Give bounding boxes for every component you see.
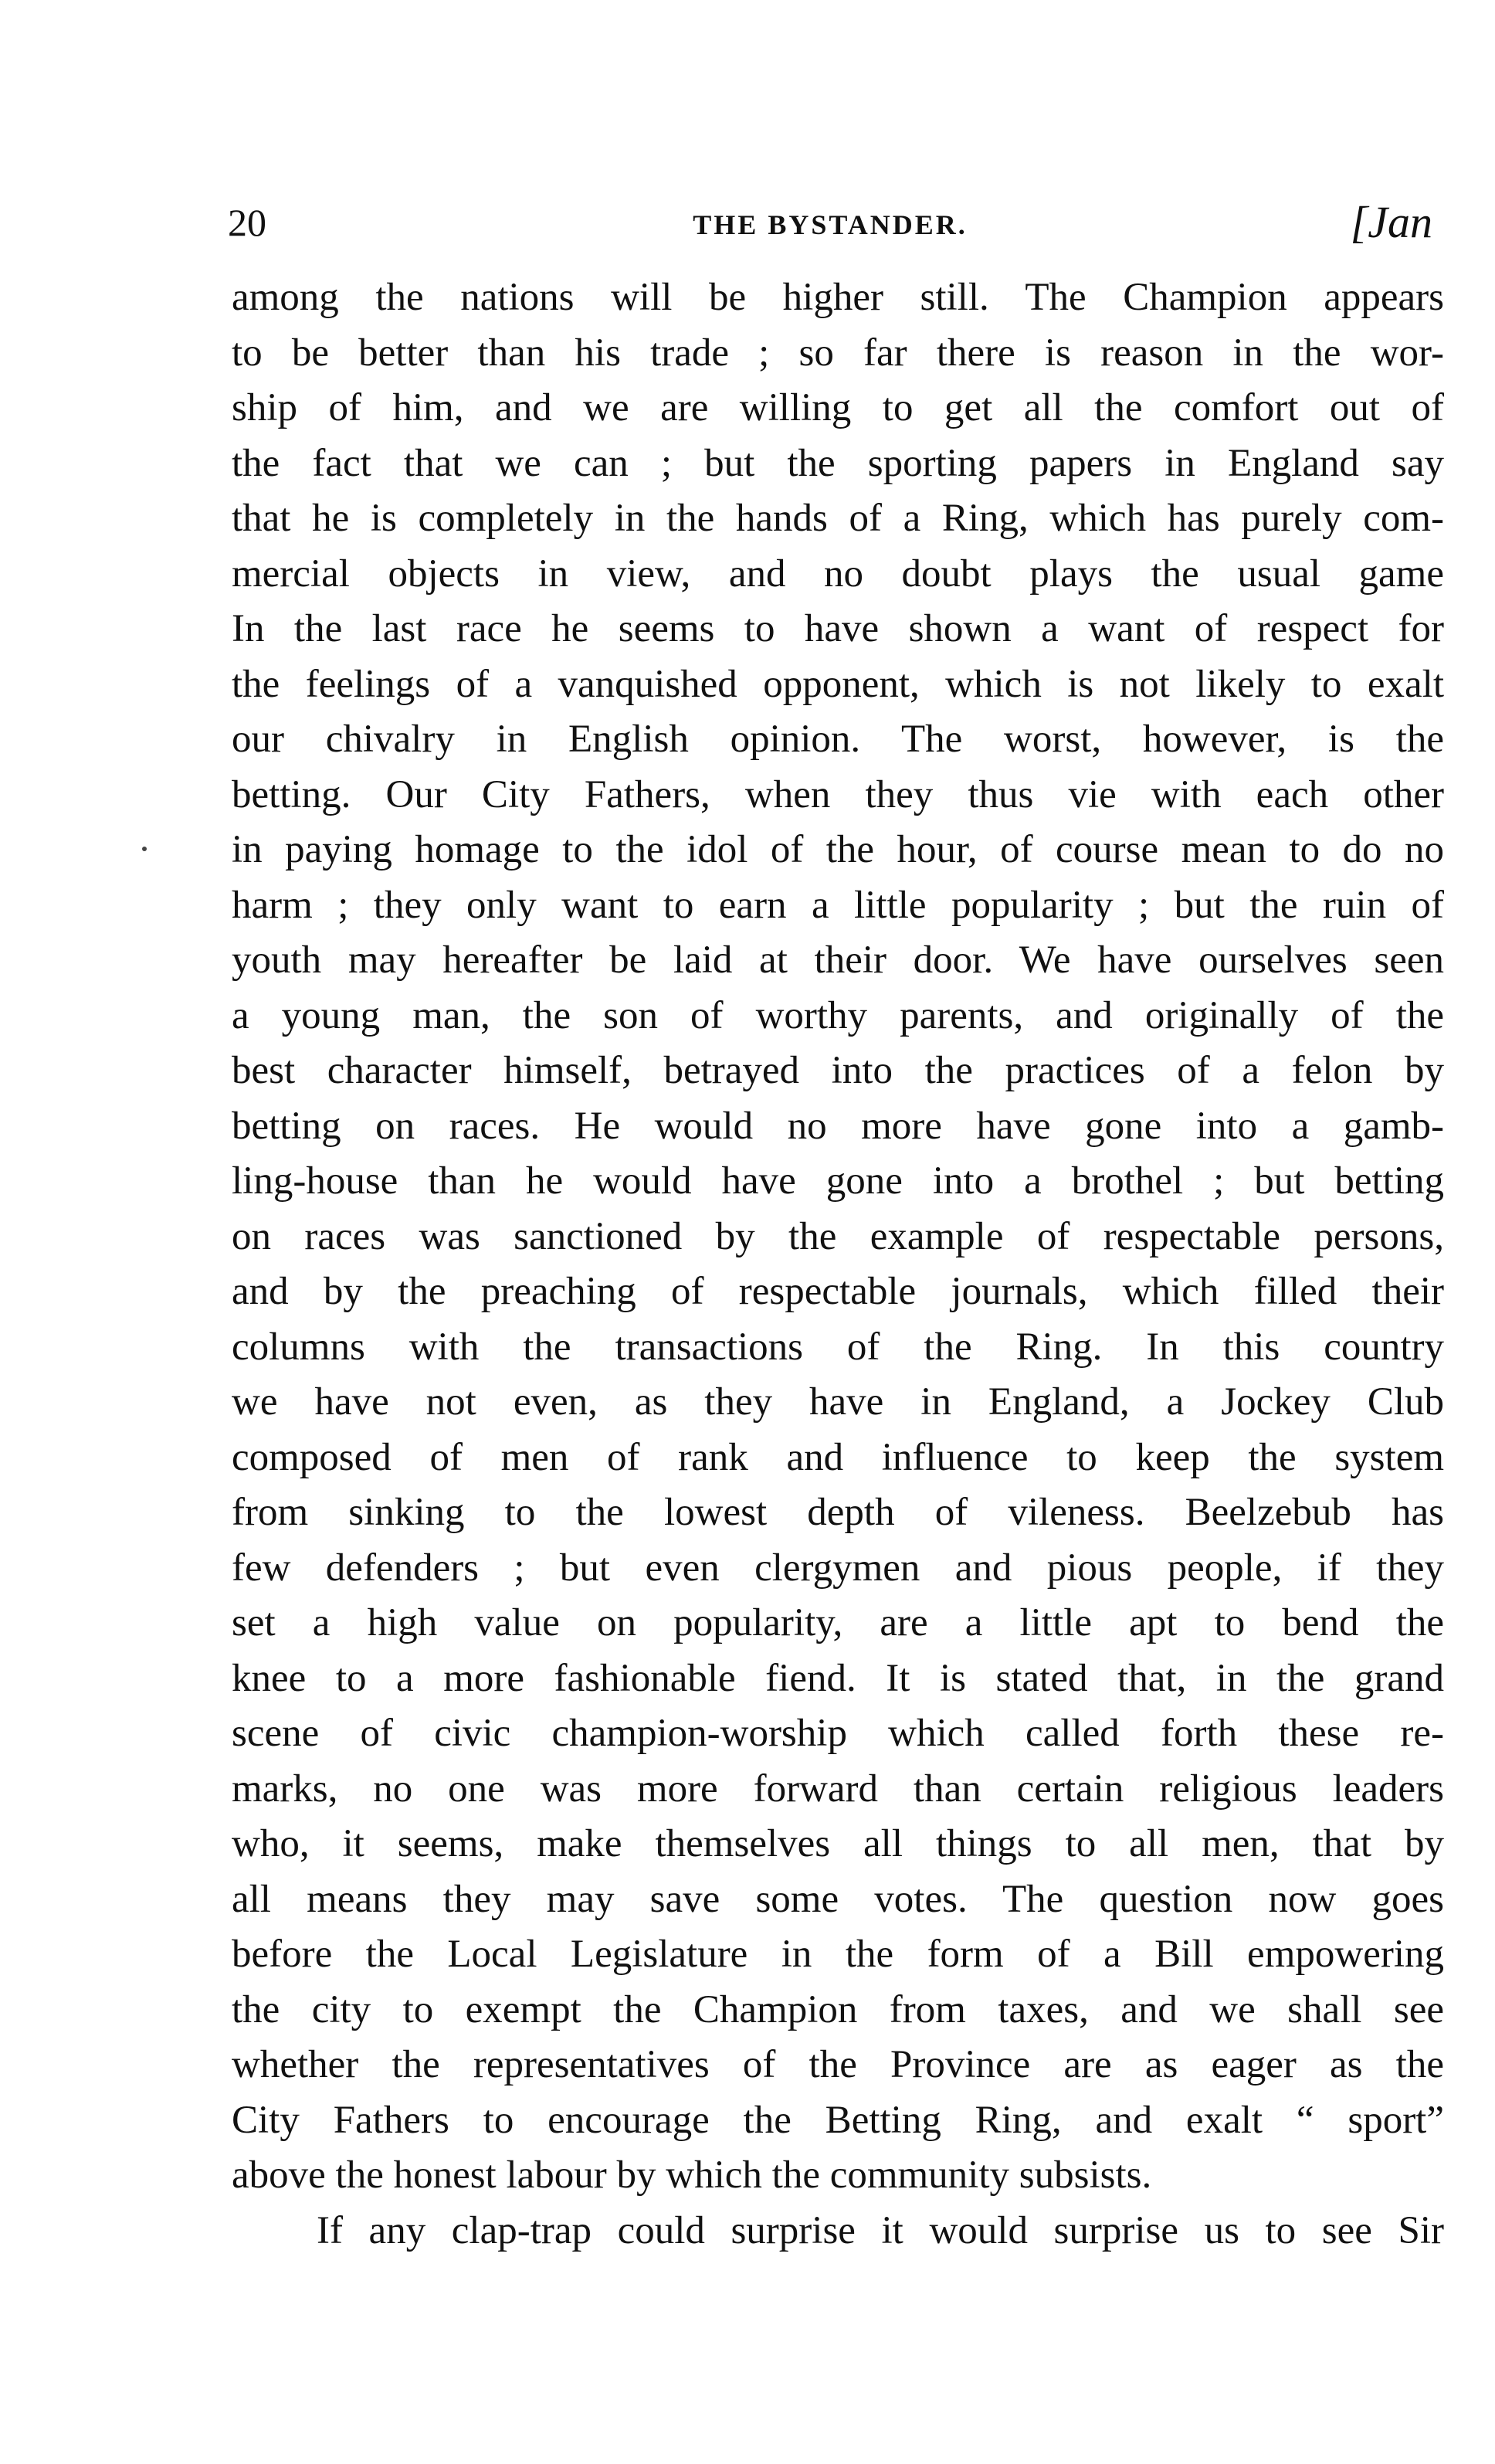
page-number: 20	[228, 201, 266, 244]
paragraph-start-line: If any clap-trap could surprise it would surprise us to see Sir	[317, 2208, 1444, 2252]
text-line: we have not even, as they have in England, a Jockey Club	[232, 1380, 1444, 1424]
text-line: before the Local Legislature in the form of a Bill empowering	[232, 1933, 1444, 1976]
paragraph-end-line: above the honest labour by which the community subsists.	[232, 2153, 1152, 2197]
running-header	[228, 199, 1432, 255]
text-line: our chivalry in English opinion. The worst, however, is the	[232, 718, 1444, 761]
text-line: in paying homage to the idol of the hour, of course mean to do no	[232, 828, 1444, 871]
text-line: whether the representatives of the Province are as eager as the	[232, 2043, 1444, 2086]
text-line: on races was sanctioned by the example of respectable persons,	[232, 1214, 1444, 1258]
text-line: ship of him, and we are willing to get all the comfort out of	[232, 386, 1444, 429]
text-line: knee to a more fashionable fiend. It is stated that, in the grand	[232, 1656, 1444, 1700]
text-line: harm ; they only want to earn a little popularity ; but the ruin of	[232, 883, 1444, 927]
text-line: mercial objects in view, and no doubt plays the usual game	[232, 552, 1444, 596]
text-line: In the last race he seems to have shown a want of respect for	[232, 607, 1444, 650]
text-line: the feelings of a vanquished opponent, which is not likely to exalt	[232, 662, 1444, 706]
margin-speck	[142, 847, 147, 851]
text-line: set a high value on popularity, are a little apt to bend the	[232, 1601, 1444, 1644]
text-line: few defenders ; but even clergymen and pious people, if they	[232, 1546, 1444, 1590]
text-line: the fact that we can ; but the sporting papers in England say	[232, 441, 1444, 485]
text-line: the city to exempt the Champion from taxes, and we shall see	[232, 1987, 1444, 2031]
text-line: betting on races. He would no more have gone into a gamb-	[232, 1104, 1444, 1148]
text-line: betting. Our City Fathers, when they thus vie with each other	[232, 772, 1444, 816]
text-line: to be better than his trade ; so far there is reason in the wor-	[232, 331, 1444, 375]
text-line: and by the preaching of respectable journals, which filled their	[232, 1270, 1444, 1313]
text-line: that he is completely in the hands of a Ring, which has purely com-	[232, 497, 1444, 540]
text-line: scene of civic champion-worship which called forth these re-	[232, 1712, 1444, 1755]
text-line: ling-house than he would have gone into a brothel ; but betting	[232, 1159, 1444, 1203]
text-line: who, it seems, make themselves all things to all men, that by	[232, 1822, 1444, 1865]
text-line: best character himself, betrayed into the practices of a felon by	[232, 1049, 1444, 1092]
text-line: composed of men of rank and influence to keep the system	[232, 1435, 1444, 1479]
body-text	[232, 270, 1444, 2259]
text-line: from sinking to the lowest depth of vileness. Beelzebub has	[232, 1491, 1444, 1534]
running-title: THE BYSTANDER.	[693, 209, 968, 240]
text-line: all means they may save some votes. The question now goes	[232, 1877, 1444, 1921]
text-line: City Fathers to encourage the Betting Ring, and exalt “ sport”	[232, 2098, 1444, 2142]
text-line: columns with the transactions of the Ring. In this country	[232, 1325, 1444, 1369]
text-line: a young man, the son of worthy parents, and originally of the	[232, 993, 1444, 1037]
text-line: youth may hereafter be laid at their door. We have ourselves seen	[232, 938, 1444, 982]
text-line: among the nations will be higher still. The Champion appears	[232, 276, 1444, 319]
text-line: marks, no one was more forward than certain religious leaders	[232, 1767, 1444, 1811]
running-month: [Jan	[1350, 197, 1432, 247]
